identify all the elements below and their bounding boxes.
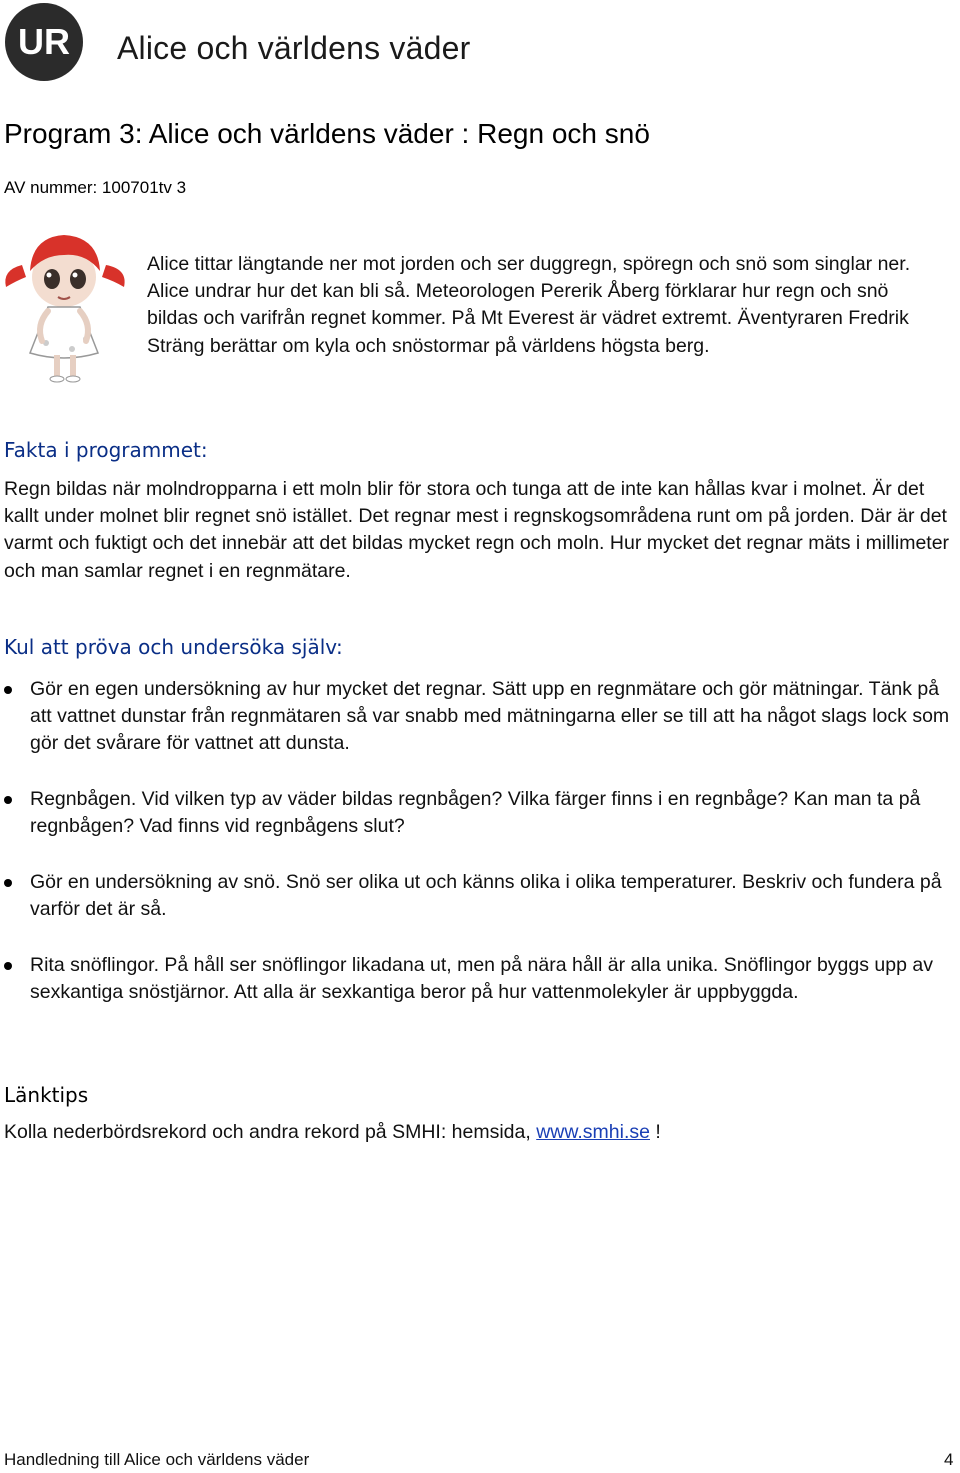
lanktips-heading: Länktips — [4, 1083, 89, 1107]
fakta-text: Regn bildas när molndropparna i ett moln blir för stora och tunga att de inte kan hållas kvar i molnet. Är det kallt under molnet blir regnet snö istället. Det regnar mest i regnskogsområdena runt om på jorden. Där är det varmt och fuktigt och det innebär att det bildas mycket regn och moln. Hur mycket det regnar mäts i millimeter och man samlar regnet i en regnmätare. — [4, 478, 950, 582]
program-title: Program 3: Alice och världens väder : Regn och snö — [4, 118, 650, 149]
list-item-text: Rita snöflingor. På håll ser snöflingor likadana ut, men på nära håll är alla unika. Snöflingor byggs upp av sexkantiga snöstjärnor. Att alla är sexkantiga beror på hur vattenmolekyler är uppbyggda. — [30, 954, 933, 1004]
bullet-icon — [4, 796, 12, 804]
ur-logo — [4, 2, 84, 82]
list-item-text: Gör en egen undersökning av hur mycket det regnar. Sätt upp en regnmätare och gör mätningar. Tänk på att vattnet dunstar från regnmätaren så var snabb med mätningarna eller se till att ha något slags lock som gör det svårare för vattnet att dunsta. — [30, 678, 950, 755]
bullet-icon — [4, 686, 12, 694]
lanktips-text-after: ! — [649, 1121, 661, 1143]
list-item-text: Gör en undersökning av snö. Snö ser olika ut och känns olika i olika temperaturer. Beskriv och fundera på varför det är så. — [30, 871, 942, 921]
page-number: 4 — [944, 1450, 954, 1469]
document-header-title: Alice och världens väder — [117, 30, 471, 66]
lanktips-text-before: Kolla nederbördsrekord och andra rekord på SMHI: hemsida, — [4, 1121, 537, 1143]
bullet-icon — [4, 962, 12, 970]
footer-title: Handledning till Alice och världens väder — [4, 1450, 310, 1469]
fakta-heading: Fakta i programmet: — [4, 438, 208, 462]
smhi-link[interactable]: www.smhi.se — [536, 1121, 650, 1143]
lanktips-text — [4, 1121, 661, 1144]
logo-text: UR — [18, 21, 70, 62]
list-item-text: Regnbågen. Vid vilken typ av väder bildas regnbågen? Vilka färger finns i en regnbåge? Kan man ta på regnbågen? Vad finns vid regnbågens slut? — [30, 788, 921, 838]
program-description: Alice tittar längtande ner mot jorden och ser duggregn, spöregn och snö som singlar ner. Alice undrar hur det kan bli så. Meteorologen Pererik Åberg förklarar hur regn och snö bildas och varifrån regnet kommer. På Mt Everest är vädret extremt. Äventyraren Fredrik Sträng berättar om kyla och snöstormar på världens högsta berg. — [147, 253, 911, 357]
bullet-icon — [4, 879, 12, 887]
av-number: AV nummer: 100701tv 3 — [4, 178, 187, 197]
kul-heading: Kul att pröva och undersöka själv: — [4, 635, 343, 659]
alice-illustration — [2, 225, 134, 385]
